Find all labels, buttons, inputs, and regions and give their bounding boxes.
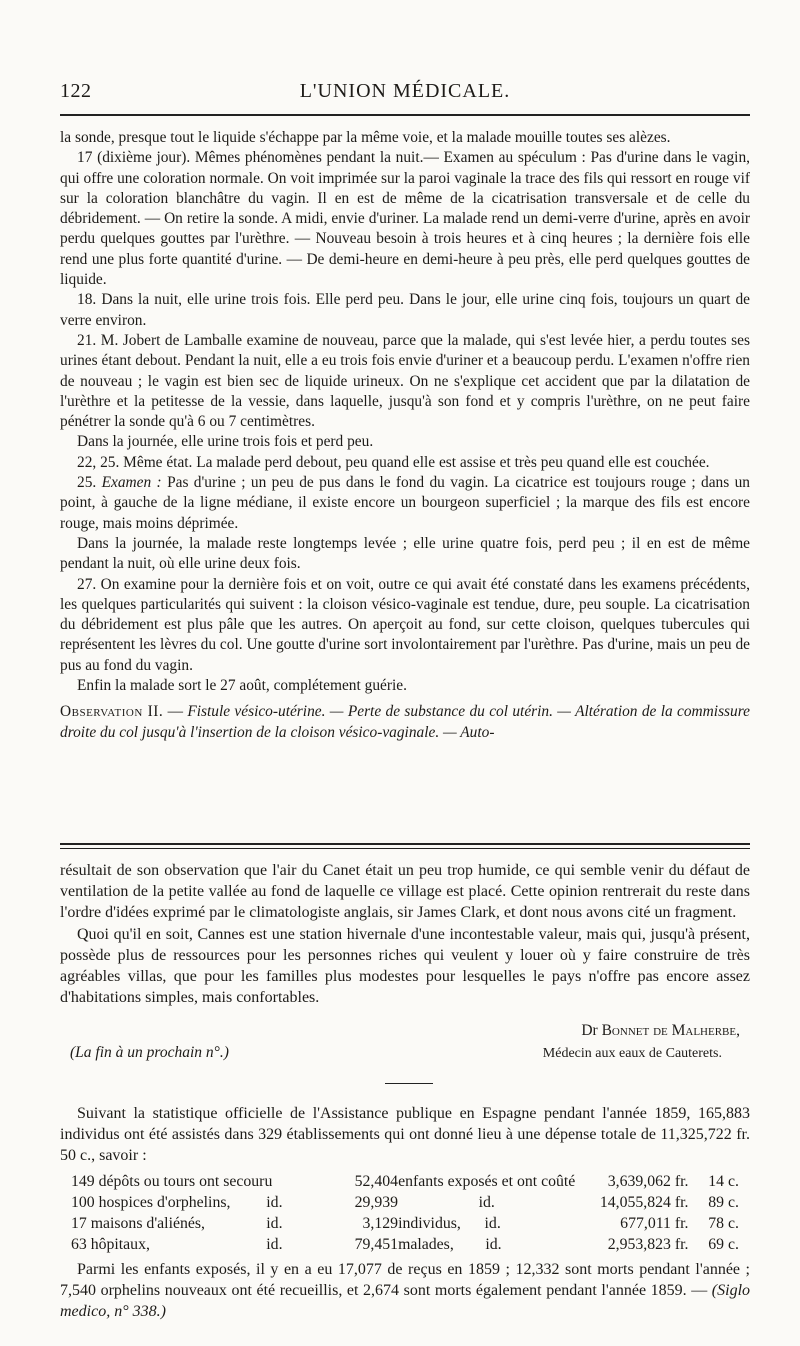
table-row: 149 dépôts ou tours ont secouru 52,404 enfants exposés et ont coûté 3,639,062 fr. 14 c. — [70, 1172, 739, 1190]
paragraph: 18. Dans la nuit, elle urine trois fois. Elle perd peu. Dans le jour, elle urine cinq fois, toujours un quart de verre environ. — [60, 291, 750, 329]
source-citation: (Siglo medico, n° 338.) — [60, 1281, 751, 1321]
paragraph: 21. M. Jobert de Lamballe examine de nouveau, parce que la malade, qui s'est levée hier, a perdu toutes ses urines étant debout. Pendant la nuit, elle a eu trois fois envie d'uriner et a beaucoup perdu. L'examen n'offre rien de nouveau ; le vagin est bien sec de liquide urineux. On ne s'explique cet accident que par la dilatation de l'urèthre et la petitesse de la vessie, dans laquelle, jusqu'à son fond et y compris l'urèthre, on ne peut faire pénétrer la sonde qu'à 6 ou 7 centimètres. — [60, 331, 750, 431]
author-title: Médecin aux eaux de Cauterets. — [542, 1046, 722, 1061]
paragraph: Quoi qu'il en soit, Cannes est une station hivernale d'une incontestable valeur, mais qui, jusqu'à présent, possède plus de ressources pour les personnes riches qui veulent y louer où y faire construire de très agréables villas, que pour les familles plus modestes pour lesquelles le pays n'offre pas encore assez d'habitations simples, mais confortables. — [60, 925, 750, 1007]
table-row: 100 hospices d'orphelins, id. 29,939 id. 14,055,824 fr. 89 c. — [70, 1193, 739, 1211]
page-header — [60, 80, 750, 106]
paragraph: Dans la journée, elle urine trois fois et perd peu. — [77, 433, 374, 451]
continuation-note: (La fin à un prochain n°.) — [70, 1044, 229, 1061]
paragraph: Enfin la malade sort le 27 août, complétement guérie. — [77, 677, 407, 695]
paragraph: 17 (dixième jour). Mêmes phénomènes pendant la nuit.— Examen au spéculum : Pas d'urine dans le vagin, qui offre une coloration normale. On voit imprimée sur la paroi vaginale la trace des fils qui ressort en rouge vif sur la coloration blanchâtre du vagin. Il en est de même de la cicatrisation transversale et de celle du débridement. — On retire la sonde. A midi, envie d'uriner. La malade rend un demi-verre d'urine, après en avoir perdu quelques gouttes par l'urèthre. — Nouveau besoin à trois heures et à cinq heures ; la dernière fois elle rend une plus forte quantité d'urine. — De demi-heure en demi-heure à peu près, elle perd quelques gouttes de liquide. — [60, 149, 750, 289]
paragraph: la sonde, presque tout le liquide s'échappe par la même voie, et la malade mouille toutes ses alèzes. — [60, 129, 671, 146]
observation-title: Fistule vésico-utérine. — Perte de substance du col utérin. — Altération de la commissure droite du col jusqu'à l'insertion de la cloison vésico-vaginale. — Auto- — [60, 703, 750, 741]
author-name: Dr Bonnet de Malherbe, — [581, 1022, 740, 1039]
stats-table — [60, 1171, 750, 1255]
observation-heading: Observation II. — Fistule vésico-utérine. — Perte de substance du col utérin. — Altération de la commissure droite du col jusqu'à l'insertion de la cloison vésico-vaginale. — Auto- — [60, 703, 750, 741]
header-rule — [60, 114, 750, 116]
paragraph: 22, 25. Même état. La malade perd debout, peu quand elle est assise et très peu quand elle est couchée. — [77, 453, 710, 471]
paragraph: 27. On examine pour la dernière fois et on voit, outre ce qui avait été constaté dans les examens précédents, les quelques particularités qui suivent : la cloison vésico-vaginale est tendue, dure, peu souple. La cicatrisation du débridement est plus pâle que les autres. On aperçoit au fond, sur cette cloison, quelques tubercules qui représentent les lèvres du col. Une goutte d'urine sort involontairement par l'urèthre. Pas d'urine, mais un peu de pus au fond du vagin. — [60, 575, 750, 674]
page-number: 122 — [60, 80, 92, 102]
paragraph: résultait de son observation que l'air du Canet était un peu trop humide, ce qui semble venir du défaut de ventilation de la petite vallée au fond de laquelle ce village est placé. Cette opinion rentrerait du reste dans l'ordre d'idées exprimé par le climatologiste anglais, sir James Clark, et dont nous avons cité un fragment. — [60, 862, 750, 922]
case-report-text — [60, 128, 750, 743]
table-row: 17 maisons d'aliénés, id. 3,129 individus, id. 677,011 fr. 78 c. — [70, 1214, 739, 1232]
stats-closing: Parmi les enfants exposés, il y en a eu 17,077 de reçus en 1859 ; 12,332 sont morts pendant l'année ; 7,540 orphelins nouveaux ont été recueillis, et 2,674 sont morts également pendant l'année 1859. — (Siglo medico, n° 338.) — [60, 1260, 751, 1321]
stats-intro: Suivant la statistique officielle de l'Assistance publique en Espagne pendant l'année 1859, 165,883 individus ont été assistés dans 329 établissements qui ont donné lieu à une dépense totale de 11,325,722 fr. 50 c., savoir : — [60, 1105, 750, 1165]
signature-block — [60, 1022, 750, 1066]
examen-label: Examen : — [101, 474, 162, 492]
statistics-section — [60, 1103, 750, 1322]
feuilleton-separator — [60, 843, 750, 849]
paragraph-examen: 25. Examen : Pas d'urine ; un peu de pus dans le fond du vagin. La cicatrice est toujours rouge ; dans un point, à gauche de la ligne médiane, il existe encore un bourgeon superficiel ; la marque des fils est encore rouge, mais moins déprimée. — [60, 474, 750, 532]
feuilleton-text — [60, 860, 750, 1008]
table-row: 63 hôpitaux, id. 79,451 malades, id. 2,953,823 fr. 69 c. — [70, 1235, 739, 1253]
observation-label: Observation II. — [60, 703, 164, 721]
short-divider — [385, 1083, 433, 1084]
running-title: L'UNION MÉDICALE. — [299, 80, 511, 102]
paragraph: Dans la journée, la malade reste longtemps levée ; elle urine quatre fois, perd peu ; il en est de même pendant la nuit, où elle urine deux fois. — [60, 534, 750, 573]
